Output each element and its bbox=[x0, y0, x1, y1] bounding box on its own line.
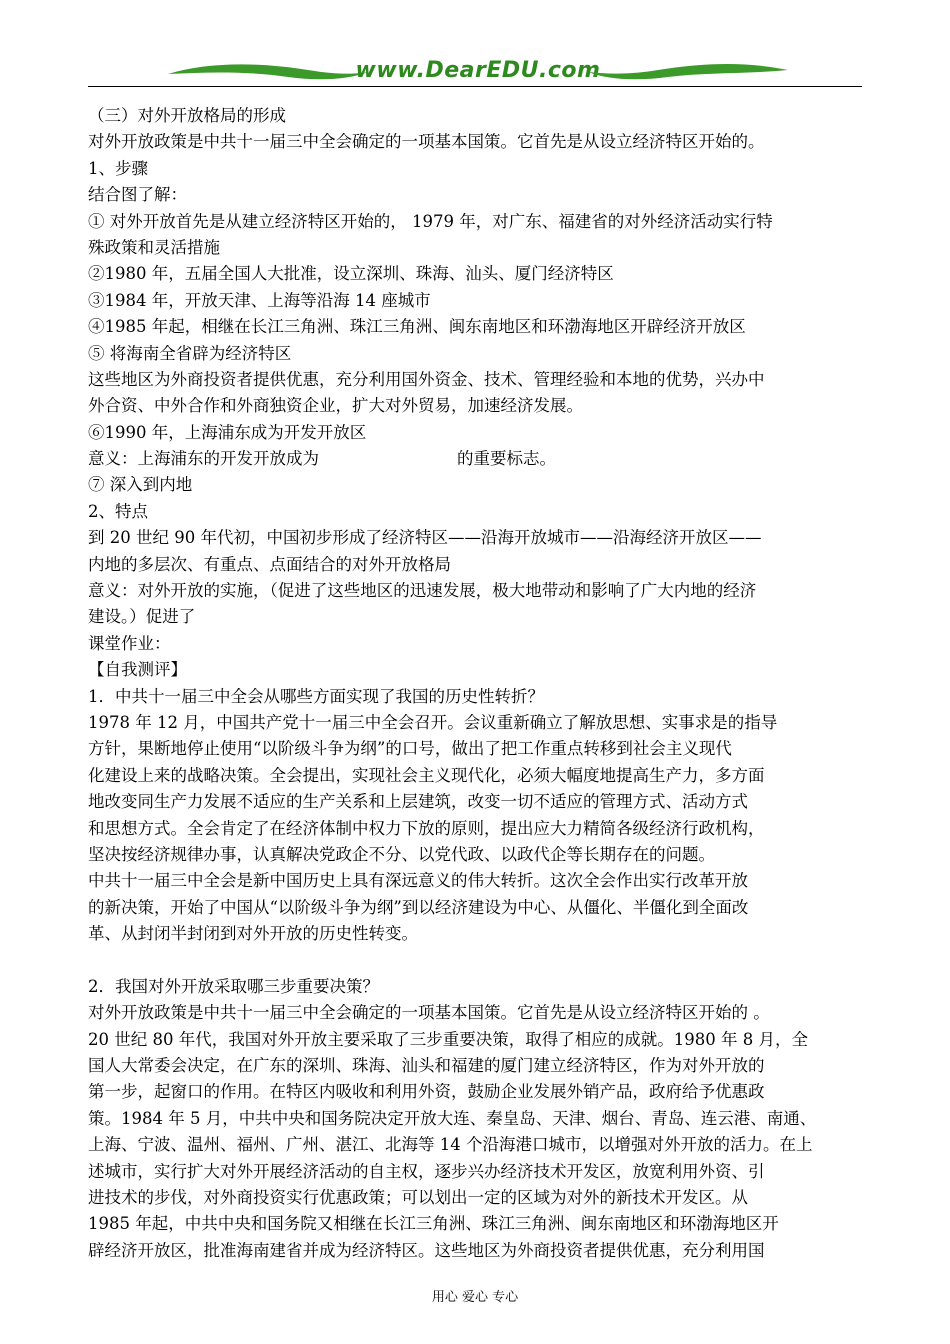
blank-prefix: 意义：上海浦东的开发开放成为 bbox=[88, 449, 319, 469]
self-test-heading: 【自我测评】 bbox=[88, 660, 187, 680]
text-line: 和思想方式。全会肯定了在经济体制中权力下放的原则，提出应大力精简各级经济行政机构， bbox=[88, 818, 765, 838]
text-line: 的新决策，开始了中国从“以阶级斗争为纲”到以经济建设为中心、从僵化、半僵化到全面改 bbox=[88, 897, 749, 917]
text-line: 第一步，起窗口的作用。在特区内吸收和利用外资，鼓励企业发展外销产品，政府给予优惠政 bbox=[88, 1082, 765, 1102]
text-line: 到 20 世纪 90 年代初，中国初步形成了经济特区——沿海开放城市——沿海经济开放区—— bbox=[88, 528, 762, 548]
text-line: 进技术的步伐，对外商投资实行优惠政策；可以划出一定的区域为对外的新技术开发区。从 bbox=[88, 1188, 748, 1208]
question-2: 2．我国对外开放采取哪三步重要决策？ bbox=[88, 976, 379, 996]
blank-suffix: 的重要标志。 bbox=[457, 449, 556, 469]
text-line: ① 对外开放首先是从建立经济特区开始的， 1979 年，对广东、福建省的对外经济活动实行特 bbox=[88, 211, 773, 231]
text-line: 对外开放政策是中共十一届三中全会确定的一项基本国策。它首先是从设立经济特区开始的。 bbox=[88, 132, 765, 152]
question-1: 1．中共十一届三中全会从哪些方面实现了我国的历史性转折？ bbox=[88, 686, 544, 706]
text-line: 1985 年起，中共中央和国务院又相继在长江三角洲、珠江三角洲、闽东南地区和环渤海地区开 bbox=[88, 1214, 779, 1234]
text-line: ⑦ 深入到内地 bbox=[88, 475, 193, 495]
text-line: 辟经济开放区，批准海南建省并成为经济特区。这些地区为外商投资者提供优惠，充分利用国 bbox=[88, 1240, 765, 1260]
text-line: 外合资、中外合作和外商独资企业，扩大对外贸易，加速经济发展。 bbox=[88, 396, 583, 416]
text-line: 对外开放政策是中共十一届三中全会确定的一项基本国策。它首先是从设立经济特区开始的 。 bbox=[88, 1003, 770, 1023]
text-line: ⑥1990 年，上海浦东成为开发开放区 bbox=[88, 422, 367, 442]
text-line: 革、从封闭半封闭到对外开放的历史性转变。 bbox=[88, 924, 418, 944]
text-line: 课堂作业： bbox=[88, 633, 171, 653]
text-line: 上海、宁波、温州、福州、广州、湛江、北海等 14 个沿海港口城市，以增强对外开放的活力。在上 bbox=[88, 1135, 813, 1155]
text-line: 结合图了解： bbox=[88, 185, 187, 205]
subheading-steps: 1、步骤 bbox=[88, 158, 148, 178]
text-line: 国人大常委会决定，在广东的深圳、珠海、汕头和福建的厦门建立经济特区，作为对外开放的 bbox=[88, 1056, 765, 1076]
text-line: 殊政策和灵活措施 bbox=[88, 237, 220, 257]
document-body bbox=[88, 103, 878, 1264]
text-line: 1978 年 12 月，中国共产党十一届三中全会召开。会议重新确立了解放思想、实事求是的指导 bbox=[88, 712, 778, 732]
text-line: 20 世纪 80 年代，我国对外开放主要采取了三步重要决策，取得了相应的成就。1980 年 8 月，全 bbox=[88, 1029, 808, 1049]
text-line: 意义：对外开放的实施，（促进了这些地区的迅速发展，极大地带动和影响了广大内地的经济 bbox=[88, 581, 757, 601]
text-line: 坚决按经济规律办事，认真解决党政企不分、以党代政、以政代企等长期存在的问题。 bbox=[88, 844, 715, 864]
text-line: 这些地区为外商投资者提供优惠，充分利用国外资金、技术、管理经验和本地的优势，兴办中 bbox=[88, 369, 765, 389]
section-heading: （三）对外开放格局的形成 bbox=[88, 106, 286, 125]
fill-in-blank-line bbox=[88, 446, 878, 472]
text-line: 中共十一届三中全会是新中国历史上具有深远意义的伟大转折。这次全会作出实行改革开放 bbox=[88, 871, 748, 891]
text-line: 地改变同生产力发展不适应的生产关系和上层建筑，改变一切不适应的管理方式、活动方式 bbox=[88, 792, 748, 812]
left-wave-decoration bbox=[168, 60, 368, 82]
text-line: ②1980 年，五届全国人大批准，设立深圳、珠海、汕头、厦门经济特区 bbox=[88, 264, 614, 284]
text-line: 内地的多层次、有重点、点面结合的对外开放格局 bbox=[88, 554, 451, 574]
text-line: ⑤ 将海南全省辟为经济特区 bbox=[88, 343, 292, 363]
page-footer: 用心 爱心 专心 bbox=[431, 1290, 519, 1305]
right-wave-decoration bbox=[588, 60, 788, 82]
text-line: 化建设上来的战略决策。全会提出，实现社会主义现代化，必须大幅度地提高生产力，多方面 bbox=[88, 765, 765, 785]
site-logo: www.DearEDU.com bbox=[355, 58, 601, 83]
text-line: 述城市，实行扩大对外开展经济活动的自主权，逐步兴办经济技术开发区，放宽利用外资、引 bbox=[88, 1161, 765, 1181]
text-line: 方针，果断地停止使用“以阶级斗争为纲”的口号，做出了把工作重点转移到社会主义现代 bbox=[88, 739, 732, 759]
text-line: 建设。）促进了 bbox=[88, 607, 196, 627]
header-rule bbox=[88, 86, 862, 87]
text-line: ③1984 年，开放天津、上海等沿海 14 座城市 bbox=[88, 290, 431, 310]
subheading-features: 2、特点 bbox=[88, 501, 148, 521]
text-line: 策。1984 年 5 月，中共中央和国务院决定开放大连、秦皇岛、天津、烟台、青岛、连云港、南通、 bbox=[88, 1108, 817, 1128]
blank-line bbox=[88, 948, 878, 974]
text-line: ④1985 年起，相继在长江三角洲、珠江三角洲、闽东南地区和环渤海地区开辟经济开放区 bbox=[88, 317, 746, 337]
page-header bbox=[88, 56, 862, 92]
